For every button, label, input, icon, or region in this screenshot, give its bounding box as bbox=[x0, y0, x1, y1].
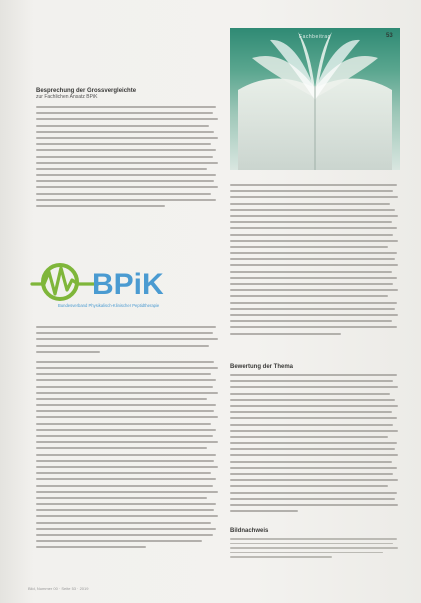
right-column-upper bbox=[230, 184, 400, 339]
open-book-illustration bbox=[230, 28, 400, 170]
right-section-heading: Bewertung der Thema bbox=[230, 364, 294, 370]
left-column-upper bbox=[36, 88, 220, 211]
left-section-heading: Besprechung der Grossvergleichte bbox=[36, 88, 137, 94]
box-heading: Bildnachweis bbox=[230, 528, 269, 534]
bpik-logo bbox=[30, 258, 220, 318]
logo-tagline: Bundesverband Physikalisch-Klinischer Peptidtherapie bbox=[58, 303, 160, 308]
left-column-lower bbox=[36, 326, 220, 553]
right-column-middle bbox=[230, 364, 400, 516]
header-caption: Fachbeitrag bbox=[299, 34, 331, 40]
image-credits-box bbox=[230, 528, 400, 568]
page-footer: Bild, Nummer 00 · Seite 53 · 2019 bbox=[28, 586, 89, 591]
logo-wordmark: BPiK bbox=[92, 268, 164, 301]
page-number: 53 bbox=[386, 33, 393, 39]
left-section-subheading: zur Fachlichen Ansatz BPiK bbox=[36, 94, 98, 100]
header-image-open-book bbox=[230, 28, 400, 170]
